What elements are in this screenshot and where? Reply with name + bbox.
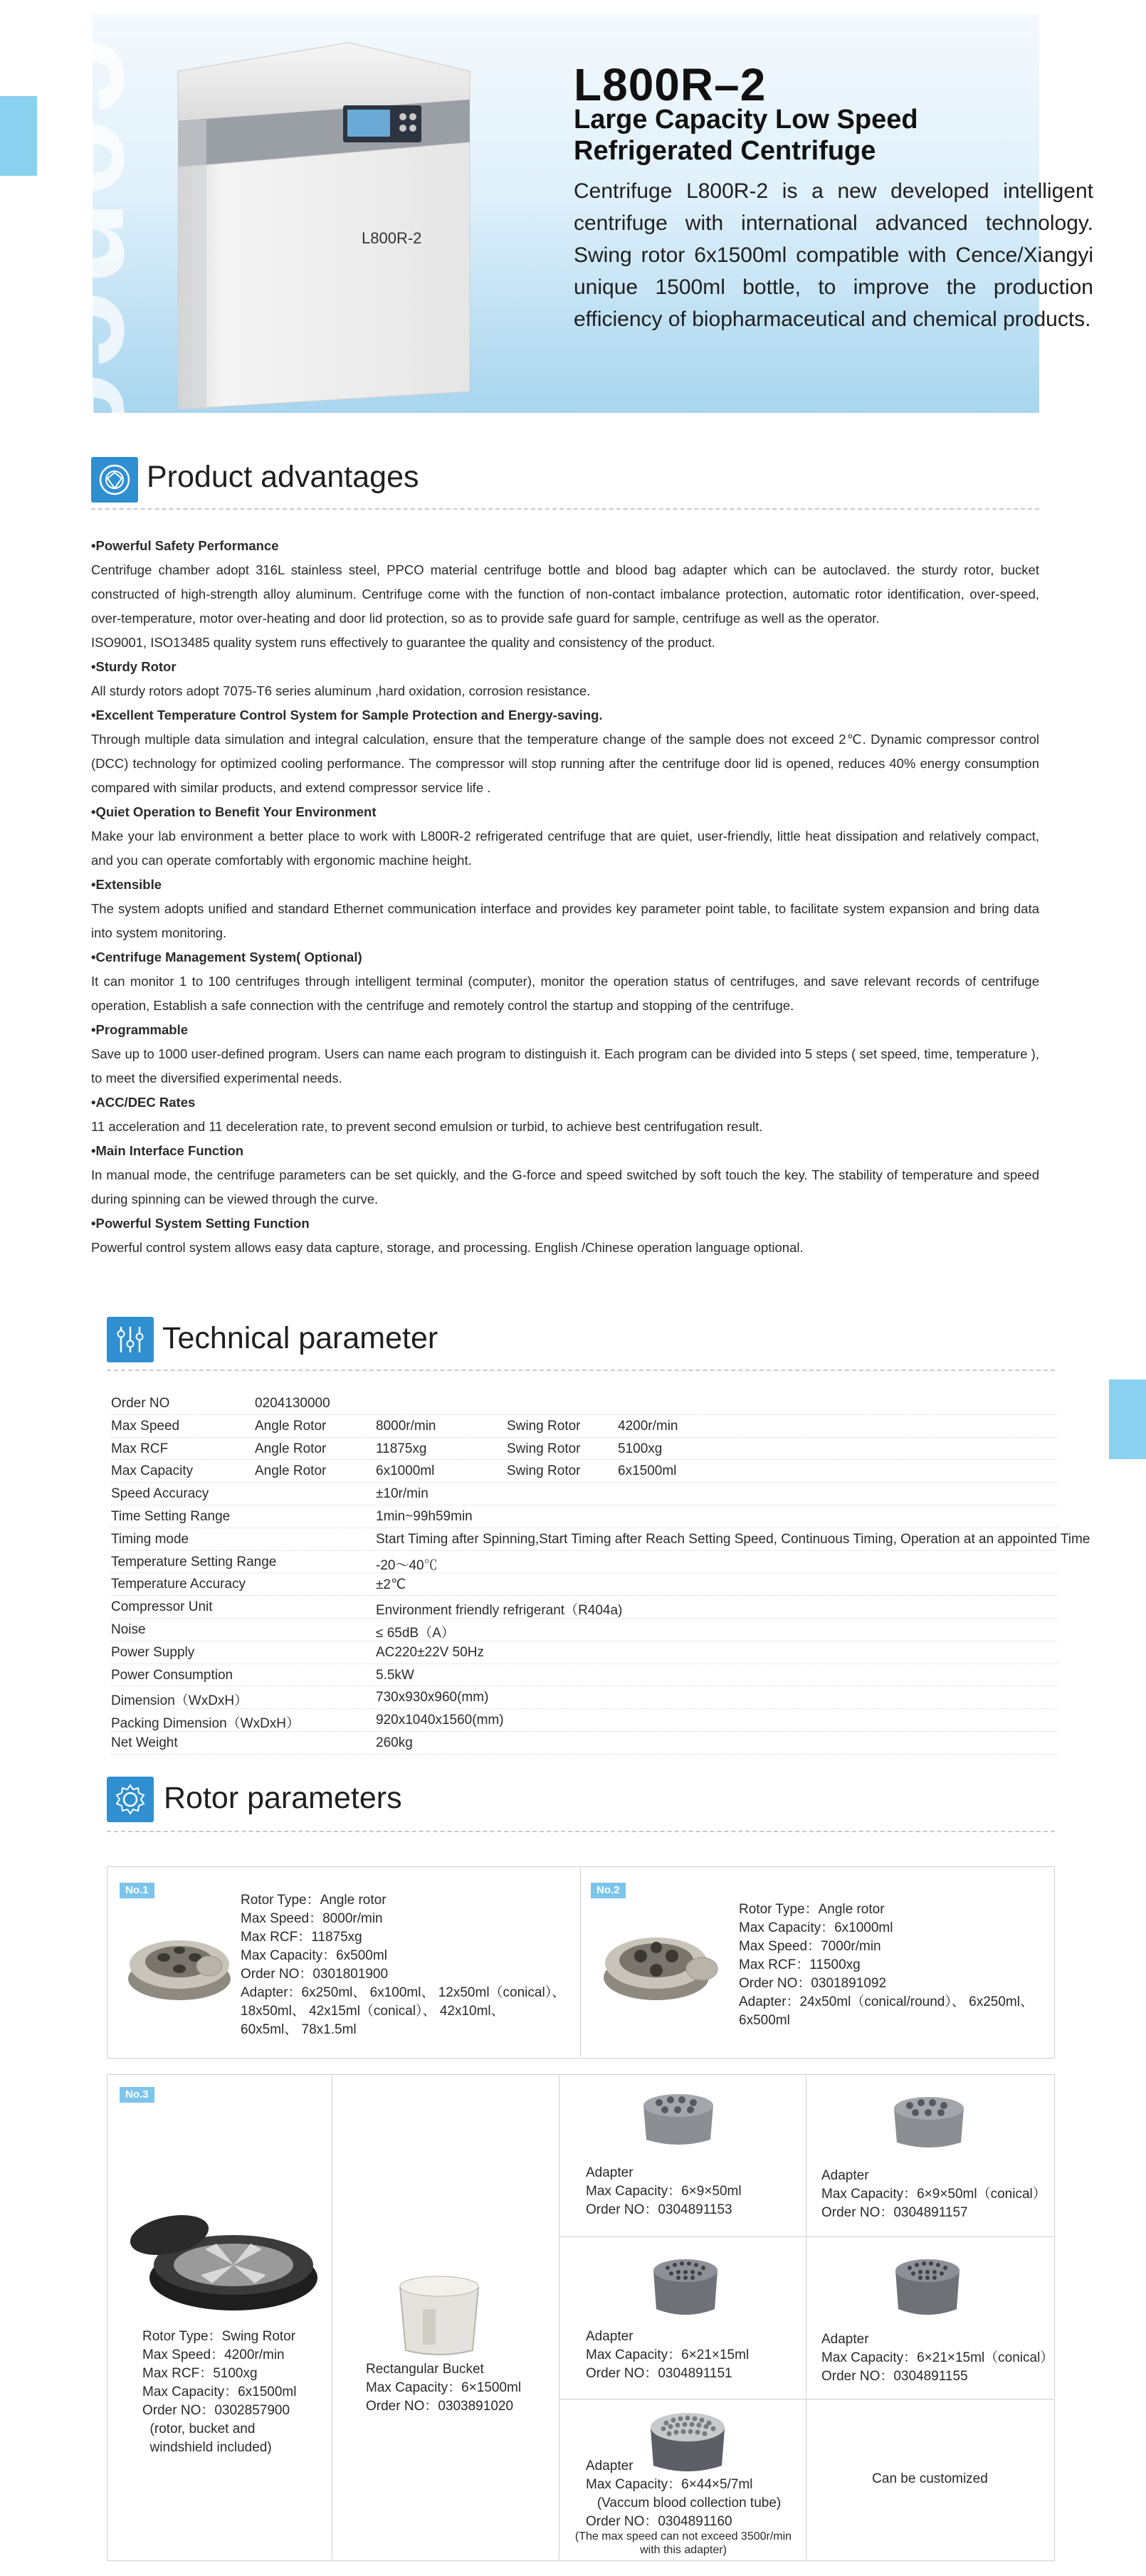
tech-param-value: 6x1500ml: [618, 1463, 677, 1479]
spec-line: Rotor Type：Angle rotor: [241, 1893, 387, 1908]
rotor-badge: No.2: [591, 1883, 626, 1898]
adapter-specs: [821, 2330, 1054, 2386]
spec-line: Max Capacity：6×21×15ml: [586, 2348, 750, 2362]
advantage-item: [91, 945, 1039, 1018]
tech-param-label: Speed Accuracy: [111, 1486, 209, 1502]
model-subtitle: [574, 104, 1029, 167]
target-icon: [91, 457, 138, 503]
tech-param-value: ±10r/min: [376, 1486, 429, 1502]
tech-param-label: Compressor Unit: [111, 1599, 213, 1615]
panel-divider: [580, 1866, 581, 2057]
spec-line: Order NO：0304891153: [586, 2202, 732, 2217]
swing-rotor-image: [127, 2199, 326, 2320]
spec-line: Max RCF：5100xg: [142, 2366, 258, 2381]
spec-line: windshield included): [142, 2440, 272, 2455]
rotor-2-specs: [739, 1901, 1052, 2030]
spec-line: Adapter：24x50ml（conical/round）、 6x250ml、: [739, 1994, 1034, 2009]
advantage-heading: •Programmable: [91, 1022, 189, 1037]
section-title-advantages: Product advantages: [147, 460, 419, 494]
bucket-specs: [366, 2360, 554, 2416]
spec-line: Adapter: [586, 2165, 634, 2180]
centrifuge-image: [135, 21, 534, 420]
spec-line: Order NO：0304891160: [586, 2514, 732, 2529]
tech-param-value: Start Timing after Spinning,Start Timing after Reach Setting Speed, Continuous Timing, Operation at an appointed Time: [376, 1531, 1090, 1547]
tech-param-value: 5.5kW: [376, 1667, 414, 1683]
spec-line: Max Capacity：6x500ml: [241, 1948, 387, 1963]
tech-row: [111, 1392, 1058, 1415]
spec-line: Order NO：0301801900: [241, 1967, 389, 1982]
angle-rotor-image: [122, 1915, 236, 2007]
advantage-text: It can monitor 1 to 100 centrifuges through intelligent terminal (computer), monitor the operation status of centrifuges, and save relevant records of centrifuge operation, Establish a safe connection with the centrifuge and remotely control the startup and stopping of the centrifuge.: [91, 974, 1039, 1013]
tech-param-value: Swing Rotor: [507, 1463, 581, 1479]
tech-param-label: Order NO: [111, 1396, 170, 1411]
advantage-heading: •Powerful System Setting Function: [91, 1216, 310, 1231]
tech-row: [111, 1686, 1058, 1709]
tech-param-value: -20～40℃: [376, 1557, 438, 1573]
advantages-list: [91, 534, 1039, 1260]
bucket-image: [393, 2266, 485, 2359]
device-label: L800R-2: [362, 229, 422, 247]
spec-line: (rotor, bucket and: [142, 2422, 256, 2436]
sliders-icon: [107, 1317, 154, 1362]
subtitle-line-1: Large Capacity Low Speed: [574, 105, 918, 135]
tech-param-label: Noise: [111, 1621, 146, 1637]
model-title: L800R–2: [574, 59, 767, 110]
advantage-text: Through multiple data simulation and integral calculation, ensure that the temperature change of the sample does not exceed 2℃. Dynamic compressor control (DCC) technology for optimized cooling performance. The compressor will stop running after the centrifuge door lid is opened, reduces 40% energy consumption compared with similar products, and extend compressor service life .: [91, 732, 1039, 795]
spec-line: Max Capacity：6×21×15ml（conical）: [821, 2350, 1054, 2365]
adapter-image: [646, 2254, 725, 2322]
spec-line: Rectangular Bucket: [366, 2362, 484, 2377]
spec-line: Max RCF：11500xg: [739, 1957, 861, 1972]
tech-param-value: 730x930x960(mm): [376, 1690, 489, 1705]
advantage-item: [91, 1139, 1039, 1211]
adapter-note: (The max speed can not exceed 3500r/min with this adapter): [574, 2530, 792, 2556]
panel-divider: [559, 2236, 1053, 2237]
tech-row: [111, 1732, 1058, 1755]
tech-param-value: ≤ 65dB（A）: [376, 1625, 455, 1641]
brand-watermark: cence: [17, 36, 176, 454]
tech-param-label: Power Consumption: [111, 1667, 233, 1683]
advantage-item: [91, 534, 1039, 655]
spec-line: Max RCF：11875xg: [241, 1930, 362, 1945]
tech-param-label: Temperature Accuracy: [111, 1577, 246, 1592]
advantage-item: [91, 873, 1039, 945]
tech-param-value: Swing Rotor: [507, 1441, 581, 1456]
tech-param-value: Swing Rotor: [507, 1418, 581, 1434]
tech-param-value: Angle Rotor: [255, 1463, 327, 1479]
advantage-item: [91, 1211, 1039, 1260]
section-divider: [91, 508, 1039, 510]
tech-row: [111, 1438, 1058, 1461]
advantage-heading: •Sturdy Rotor: [91, 659, 177, 674]
tech-row: [111, 1596, 1058, 1619]
spec-line: Order NO：0302857900: [142, 2403, 290, 2418]
spec-line: Order NO：0304891155: [821, 2369, 968, 2384]
spec-line: Max Capacity：6x1000ml: [739, 1920, 893, 1935]
tech-row: [111, 1483, 1058, 1505]
tech-param-value: 8000r/min: [376, 1418, 436, 1434]
spec-line: Max Capacity：6x1500ml: [142, 2385, 297, 2399]
advantage-text: Powerful control system allows easy data capture, storage, and processing. English /Chinese operation language optional.: [91, 1240, 804, 1255]
tech-param-value: 5100xg: [618, 1441, 663, 1456]
rotor-3-specs: [142, 2328, 327, 2457]
spec-line: Order NO：0303891020: [366, 2399, 514, 2414]
spec-line: Adapter: [821, 2168, 869, 2183]
tech-row: [111, 1505, 1058, 1528]
tech-param-value: 11875xg: [376, 1441, 427, 1456]
advantage-text: 11 acceleration and 11 deceleration rate, to prevent second emulsion or turbid, to achieve best centrifugation result.: [91, 1119, 763, 1134]
tech-table: [111, 1392, 1090, 1755]
tech-param-value: 6x1000ml: [376, 1463, 435, 1479]
spec-line: Order NO：0304891151: [586, 2366, 732, 2381]
hero-description: Centrifuge L800R-2 is a new developed intelligent centrifuge with international advanced technology. Swing rotor 6x1500ml compatible with Cence/Xiangyi unique 1500ml bottle, to improve the production efficiency of biopharmaceutical and chemical products.: [574, 179, 1093, 331]
rotor-1-specs: [241, 1891, 575, 2039]
advantage-text: The system adopts unified and standard Ethernet communication interface and provides key parameter point table, to facilitate system expansion and bring data into system monitoring.: [91, 901, 1039, 940]
tech-param-label: Temperature Setting Range: [111, 1554, 277, 1570]
tech-param-label: Timing mode: [111, 1531, 189, 1547]
rotor-badge: No.1: [120, 1883, 154, 1898]
tech-param-value: 920x1040x1560(mm): [376, 1713, 504, 1728]
tech-row: [111, 1641, 1058, 1664]
advantage-item: [91, 1090, 1039, 1139]
right-accent-tab: [1109, 1379, 1146, 1459]
spec-line: Adapter: [586, 2459, 634, 2474]
tech-row: [111, 1709, 1058, 1732]
spec-line: Max Speed：7000r/min: [739, 1939, 881, 1954]
tech-param-value: 4200r/min: [618, 1418, 678, 1434]
tech-row: [111, 1415, 1058, 1438]
advantage-text: All sturdy rotors adopt 7075-T6 series aluminum ,hard oxidation, corrosion resistance.: [91, 683, 591, 698]
advantage-item: [91, 703, 1039, 800]
spec-line: Adapter: [821, 2332, 869, 2347]
rotor-icon: [107, 1777, 154, 1822]
advantage-heading: •Main Interface Function: [91, 1143, 244, 1158]
advantage-text: Centrifuge chamber adopt 316L stainless steel, PPCO material centrifuge bottle and blood bag adapter which can be autoclaved. the sturdy rotor, bucket constructed of high-strength alloy aluminum. Centrifuge come with the function of non-contact imbalance protection, automatic rotor identification, over-speed, over-temperature, motor over-heating and door lid protection, so as to provide safe guard for sample, centrifuge as well as the operator.: [91, 562, 1039, 626]
tech-param-label: Power Supply: [111, 1644, 195, 1660]
adapter-image: [639, 2090, 717, 2151]
advantage-heading: •Centrifuge Management System( Optional): [91, 950, 362, 964]
adapter-image: [888, 2254, 967, 2322]
spec-line: Order NO：0304891157: [821, 2205, 968, 2220]
section-title-tech: Technical parameter: [162, 1321, 438, 1355]
tech-param-value: AC220±22V 50Hz: [376, 1644, 484, 1660]
spec-line: 18x50ml、 42x15ml（conical）、 42x10ml、: [241, 2004, 505, 2019]
tech-param-label: Dimension（WxDxH）: [111, 1693, 248, 1709]
advantage-heading: •Quiet Operation to Benefit Your Environment: [91, 804, 377, 819]
section-divider: [107, 1831, 1055, 1832]
tech-row: [111, 1573, 1058, 1596]
spec-line: Max Speed：4200r/min: [142, 2348, 285, 2362]
custom-note: Can be customized: [872, 2471, 988, 2486]
advantage-text: In manual mode, the centrifuge parameters can be set quickly, and the G-force and speed switched by soft touch the key. The stability of temperature and speed during spinning can be viewed through the curve.: [91, 1167, 1039, 1206]
adapter-specs: [586, 2164, 799, 2219]
tech-row: [111, 1528, 1090, 1551]
advantage-item: [91, 1018, 1039, 1090]
spec-line: Order NO：0301891092: [739, 1976, 887, 1991]
advantage-text: Save up to 1000 user-defined program. Users can name each program to distinguish it. Each program can be divided into 5 steps ( set speed, time, temperature ), to meet the diversified experimental needs.: [91, 1046, 1039, 1085]
spec-line: 60x5ml、 78x1.5ml: [241, 2022, 357, 2037]
section-divider: [107, 1370, 1055, 1371]
advantage-item: [91, 800, 1039, 873]
spec-line: 6x500ml: [739, 2013, 790, 2028]
spec-line: Max Capacity：6×9×50ml（conical）: [821, 2187, 1046, 2202]
spec-line: Rotor Type：Swing Rotor: [142, 2329, 296, 2344]
spec-line: Max Capacity：6×44×5/7ml: [586, 2477, 753, 2492]
spec-line: (Vaccum blood collection tube): [586, 2496, 782, 2511]
advantage-heading: •Excellent Temperature Control System for Sample Protection and Energy-saving.: [91, 708, 603, 722]
adapter-image: [890, 2093, 968, 2154]
hero-banner: [17, 14, 1093, 454]
adapter-specs: [586, 2328, 799, 2383]
tech-row: [111, 1664, 1058, 1687]
tech-param-value: ±2℃: [376, 1577, 406, 1593]
spec-line: Max Capacity：6×9×50ml: [586, 2184, 742, 2199]
spec-line: Max Speed：8000r/min: [241, 1911, 383, 1926]
rotor-badge: No.3: [120, 2087, 154, 2103]
tech-param-label: Max RCF: [111, 1441, 169, 1456]
advantage-text: Make your lab environment a better place to work with L800R-2 refrigerated centrifuge that are quiet, user-friendly, little heat dissipation and relatively compact, and you can operate comfortably with ergonomic machine height.: [91, 829, 1039, 868]
tech-param-value: Angle Rotor: [255, 1418, 327, 1434]
tech-row: [111, 1460, 1058, 1483]
tech-row: [111, 1619, 1058, 1641]
tech-param-value: Angle Rotor: [255, 1441, 327, 1456]
spec-line: Adapter: [586, 2329, 634, 2344]
spec-line: Max Capacity：6×1500ml: [366, 2380, 522, 2395]
advantage-item: [91, 655, 1039, 703]
advantage-heading: •Powerful Safety Performance: [91, 538, 279, 553]
tech-param-value: 1min~99h59min: [376, 1508, 473, 1524]
spec-line: Rotor Type：Angle rotor: [739, 1902, 885, 1917]
tech-param-label: Time Setting Range: [111, 1508, 231, 1524]
tech-param-label: Max Speed: [111, 1418, 180, 1434]
adapter-specs: [586, 2457, 806, 2531]
tech-param-value: 0204130000: [255, 1396, 330, 1411]
advantage-heading: •ACC/DEC Rates: [91, 1095, 196, 1110]
advantage-text: ISO9001, ISO13485 quality system runs effectively to guarantee the quality and consistency of the product.: [91, 635, 715, 650]
spec-line: Adapter：6x250ml、 6x100ml、 12x50ml（conical）、: [241, 1985, 566, 2000]
tech-param-value: 260kg: [376, 1735, 413, 1750]
tech-param-label: Max Capacity: [111, 1463, 194, 1479]
adapter-specs: [821, 2167, 1049, 2222]
tech-row: [111, 1551, 1058, 1574]
tech-param-label: Net Weight: [111, 1735, 178, 1750]
advantage-heading: •Extensible: [91, 877, 162, 892]
angle-rotor-image: [598, 1915, 726, 2007]
subtitle-line-2: Refrigerated Centrifuge: [574, 136, 876, 166]
tech-param-value: Environment friendly refrigerant（R404a): [376, 1603, 623, 1619]
tech-param-label: Packing Dimension（WxDxH）: [111, 1716, 300, 1732]
section-title-rotors: Rotor parameters: [164, 1781, 402, 1815]
